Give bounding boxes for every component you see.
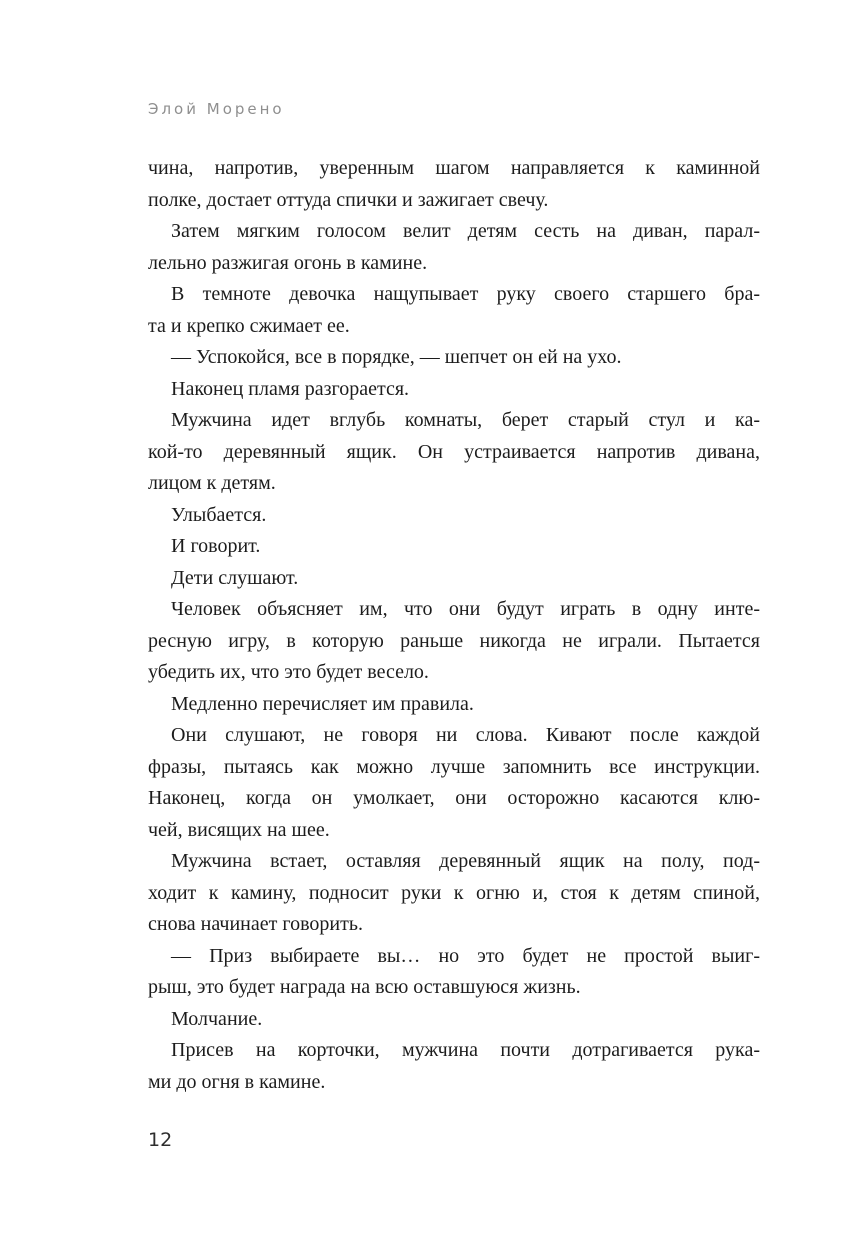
text-line: ходит к камину, подносит руки к огню и, стоя к детям спиной, xyxy=(148,881,760,904)
paragraph xyxy=(148,563,760,595)
text-line: кой-то деревянный ящик. Он устраивается напротив дивана, xyxy=(148,440,760,463)
text-line: чей, висящих на шее. xyxy=(148,818,330,841)
text-line: ми до огня в камине. xyxy=(148,1070,326,1093)
text-line: снова начинает говорить. xyxy=(148,913,363,935)
paragraph xyxy=(148,279,760,342)
paragraph xyxy=(148,846,760,941)
paragraph xyxy=(148,374,760,406)
text-line: Затем мягким голосом велит детям сесть на диван, парал- xyxy=(171,220,760,242)
text-line: Наконец пламя разгорается. xyxy=(171,377,410,400)
paragraph xyxy=(148,405,760,500)
text-line: чина, напротив, уверенным шагом направляется к каминной xyxy=(148,157,760,179)
paragraph xyxy=(148,941,760,1004)
paragraph xyxy=(148,689,760,721)
text-line: полке, достает оттуда спички и зажигает свечу. xyxy=(148,188,549,211)
paragraph xyxy=(148,1004,760,1036)
text-line: лицом к детям. xyxy=(148,472,276,494)
paragraph xyxy=(148,531,760,563)
running-header: Элой Морено xyxy=(148,100,285,118)
text-line: ресную игру, в которую раньше никогда не играли. Пытается xyxy=(148,629,760,652)
text-line: Они слушают, не говоря ни слова. Кивают после каждой xyxy=(171,724,760,746)
text-line: Медленно перечисляет им правила. xyxy=(171,692,474,715)
text-line: та и крепко сжимает ее. xyxy=(148,314,350,337)
text-line: — Успокойся, все в порядке, — шепчет он ей на ухо. xyxy=(171,346,622,368)
text-line: фразы, пытаясь как можно лучше запомнить все инструкции. xyxy=(148,755,760,778)
text-line: Дети слушают. xyxy=(171,566,299,589)
page-body xyxy=(148,153,760,1098)
text-line: Мужчина идет вглубь комнаты, берет старый стул и ка- xyxy=(171,409,760,431)
paragraph xyxy=(148,216,760,279)
paragraph xyxy=(148,153,760,216)
text-line: лельно разжигая огонь в камине. xyxy=(148,251,428,274)
page-number: 12 xyxy=(148,1129,173,1151)
paragraph xyxy=(148,500,760,532)
text-line: Присев на корточки, мужчина почти дотрагивается рука- xyxy=(171,1039,760,1061)
text-line: Улыбается. xyxy=(171,503,267,526)
paragraph xyxy=(148,1035,760,1098)
text-line: рыш, это будет награда на всю оставшуюся жизнь. xyxy=(148,976,581,998)
paragraph xyxy=(148,342,760,374)
text-line: Мужчина встает, оставляя деревянный ящик на полу, под- xyxy=(171,850,760,872)
text-line: Человек объясняет им, что они будут играть в одну инте- xyxy=(171,598,760,620)
text-line: — Приз выбираете вы… но это будет не простой выиг- xyxy=(171,944,760,967)
text-line: убедить их, что это будет весело. xyxy=(148,661,429,683)
text-line: И говорит. xyxy=(171,535,261,557)
text-line: В темноте девочка нащупывает руку своего старшего бра- xyxy=(171,283,760,305)
text-line: Наконец, когда он умолкает, они осторожно касаются клю- xyxy=(148,787,760,809)
paragraph xyxy=(148,720,760,846)
paragraph xyxy=(148,594,760,689)
text-line: Молчание. xyxy=(171,1007,263,1030)
